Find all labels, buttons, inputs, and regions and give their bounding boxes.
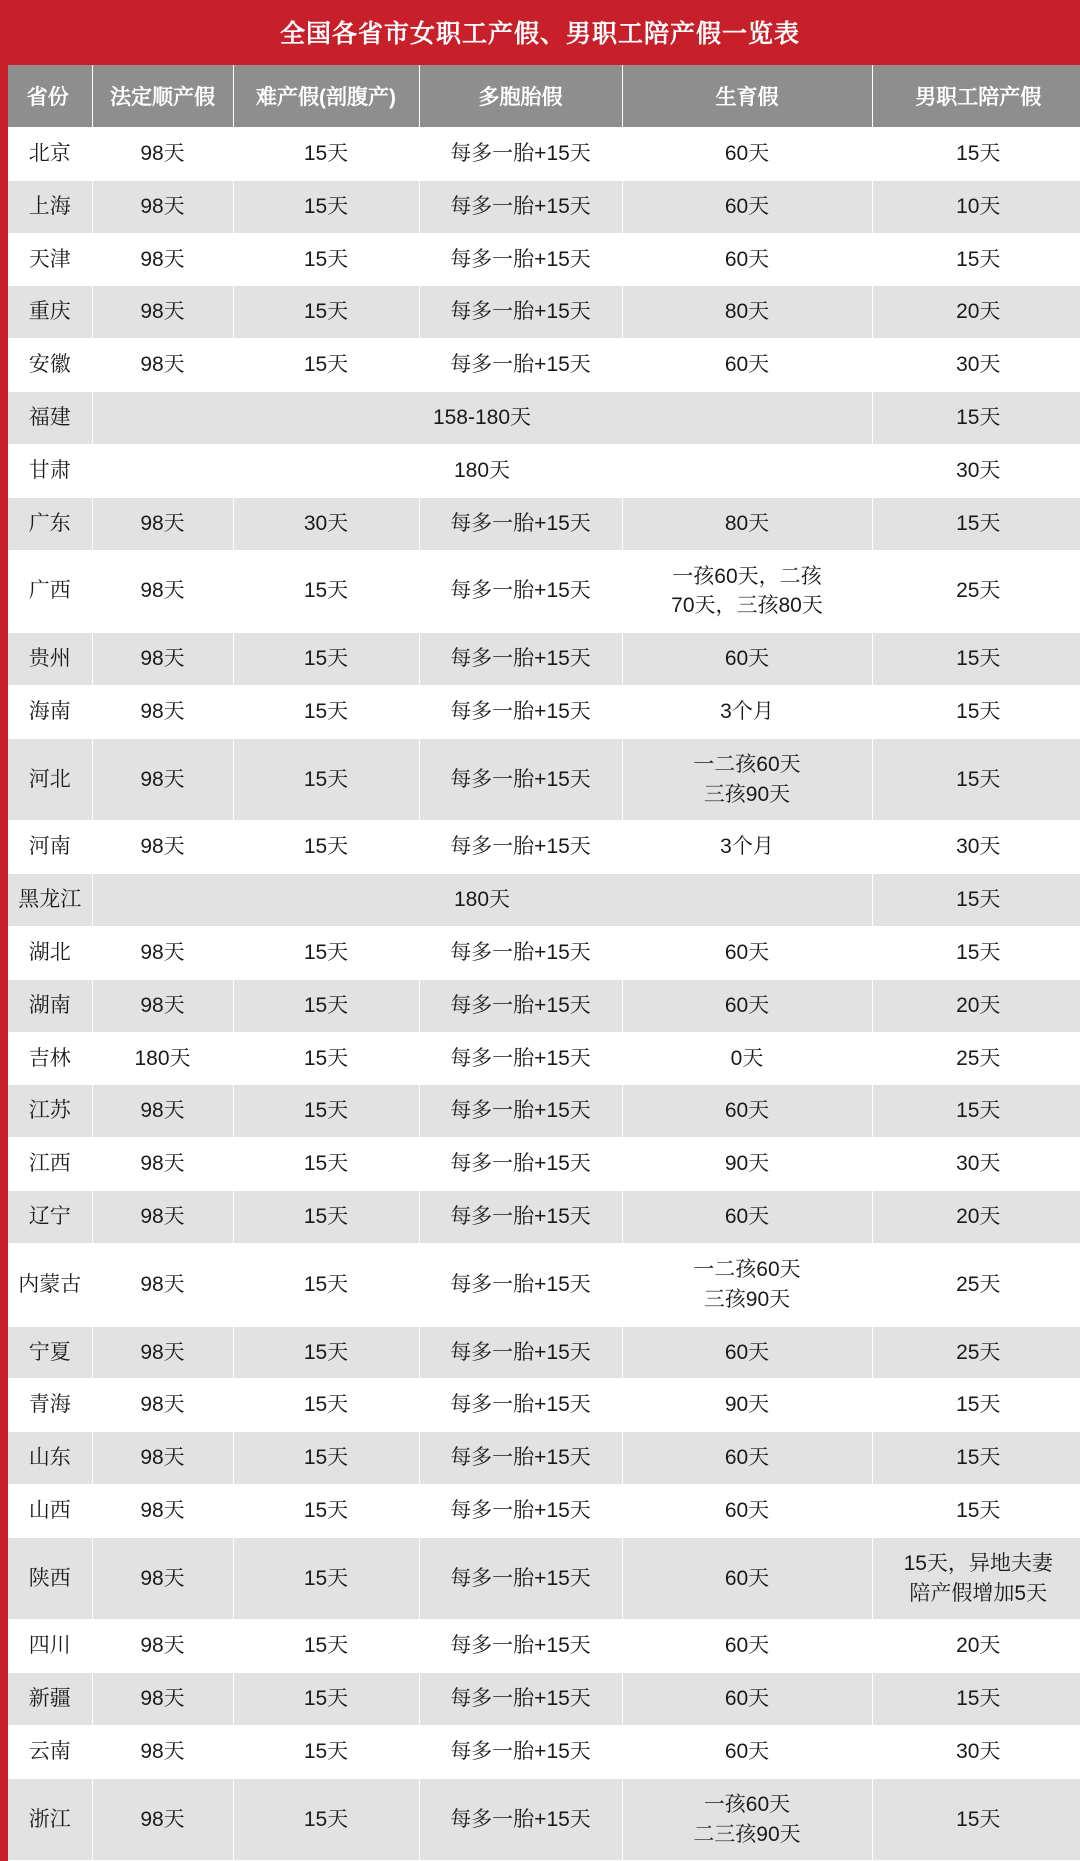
cell-multiple-birth-leave: 每多一胎+15天	[419, 821, 622, 874]
cell-normal-leave: 98天	[92, 1191, 233, 1244]
cell-province: 北京	[4, 128, 92, 181]
cell-paternity-leave: 15天	[872, 874, 1080, 927]
cell-birth-leave: 60天	[622, 1726, 872, 1779]
cell-birth-leave: 80天	[622, 286, 872, 339]
cell-paternity-leave: 15天	[872, 685, 1080, 738]
table-row	[4, 1778, 1080, 1861]
cell-paternity-leave: 15天	[872, 497, 1080, 550]
cell-province: 安徽	[4, 339, 92, 392]
table-row	[4, 874, 1080, 927]
cell-multiple-birth-leave: 每多一胎+15天	[419, 497, 622, 550]
cell-province: 福建	[4, 392, 92, 445]
cell-difficult-leave: 15天	[233, 1484, 419, 1537]
cell-normal-leave: 98天	[92, 1085, 233, 1138]
cell-birth-leave: 60天	[622, 233, 872, 286]
cell-normal-leave: 98天	[92, 685, 233, 738]
cell-province: 贵州	[4, 633, 92, 686]
cell-province: 陕西	[4, 1537, 92, 1620]
cell-difficult-leave: 15天	[233, 1537, 419, 1620]
cell-province: 四川	[4, 1620, 92, 1673]
cell-multiple-birth-leave: 每多一胎+15天	[419, 1085, 622, 1138]
cell-birth-leave: 60天	[622, 1191, 872, 1244]
cell-paternity-leave: 30天	[872, 444, 1080, 497]
cell-multiple-birth-leave: 每多一胎+15天	[419, 1726, 622, 1779]
table-row	[4, 1379, 1080, 1432]
table-row	[4, 1085, 1080, 1138]
cell-birth-leave: 一孩60天 二三孩90天	[622, 1778, 872, 1861]
column-header-multiple-birth-leave: 多胞胎假	[419, 65, 622, 128]
table-row	[4, 821, 1080, 874]
cell-difficult-leave: 15天	[233, 1138, 419, 1191]
cell-difficult-leave: 15天	[233, 339, 419, 392]
cell-multiple-birth-leave: 每多一胎+15天	[419, 1484, 622, 1537]
table-row	[4, 180, 1080, 233]
cell-normal-leave: 98天	[92, 180, 233, 233]
cell-birth-leave: 60天	[622, 633, 872, 686]
cell-birth-leave: 60天	[622, 1326, 872, 1379]
cell-paternity-leave: 30天	[872, 821, 1080, 874]
cell-province: 天津	[4, 233, 92, 286]
table-row	[4, 633, 1080, 686]
cell-birth-leave: 0天	[622, 1032, 872, 1085]
cell-normal-leave: 98天	[92, 1778, 233, 1861]
cell-paternity-leave: 15天	[872, 1432, 1080, 1485]
table-row	[4, 1138, 1080, 1191]
cell-multiple-birth-leave: 每多一胎+15天	[419, 233, 622, 286]
cell-province: 新疆	[4, 1673, 92, 1726]
cell-merged-leave: 158-180天	[92, 392, 872, 445]
cell-multiple-birth-leave: 每多一胎+15天	[419, 979, 622, 1032]
cell-birth-leave: 60天	[622, 339, 872, 392]
table-row	[4, 339, 1080, 392]
cell-difficult-leave: 15天	[233, 550, 419, 633]
cell-normal-leave: 98天	[92, 821, 233, 874]
cell-multiple-birth-leave: 每多一胎+15天	[419, 738, 622, 821]
cell-multiple-birth-leave: 每多一胎+15天	[419, 128, 622, 181]
cell-normal-leave: 98天	[92, 128, 233, 181]
cell-paternity-leave: 15天	[872, 633, 1080, 686]
cell-normal-leave: 98天	[92, 927, 233, 980]
cell-multiple-birth-leave: 每多一胎+15天	[419, 1620, 622, 1673]
cell-normal-leave: 98天	[92, 339, 233, 392]
table-row	[4, 1191, 1080, 1244]
cell-birth-leave: 60天	[622, 1085, 872, 1138]
cell-birth-leave: 60天	[622, 180, 872, 233]
cell-difficult-leave: 15天	[233, 1191, 419, 1244]
table-row	[4, 444, 1080, 497]
cell-province: 青海	[4, 1379, 92, 1432]
column-header-normal-leave: 法定顺产假	[92, 65, 233, 128]
cell-province: 吉林	[4, 1032, 92, 1085]
cell-province: 湖南	[4, 979, 92, 1032]
cell-province: 广东	[4, 497, 92, 550]
cell-normal-leave: 180天	[92, 1032, 233, 1085]
cell-normal-leave: 98天	[92, 497, 233, 550]
cell-difficult-leave: 15天	[233, 633, 419, 686]
cell-multiple-birth-leave: 每多一胎+15天	[419, 339, 622, 392]
table-header-row	[4, 65, 1080, 128]
cell-normal-leave: 98天	[92, 633, 233, 686]
table-row	[4, 1673, 1080, 1726]
cell-paternity-leave: 15天	[872, 927, 1080, 980]
cell-multiple-birth-leave: 每多一胎+15天	[419, 550, 622, 633]
cell-birth-leave: 90天	[622, 1379, 872, 1432]
cell-multiple-birth-leave: 每多一胎+15天	[419, 1673, 622, 1726]
cell-difficult-leave: 15天	[233, 1032, 419, 1085]
cell-difficult-leave: 30天	[233, 497, 419, 550]
cell-difficult-leave: 15天	[233, 1085, 419, 1138]
cell-paternity-leave: 20天	[872, 1191, 1080, 1244]
table-row	[4, 1620, 1080, 1673]
cell-normal-leave: 98天	[92, 233, 233, 286]
cell-province: 上海	[4, 180, 92, 233]
cell-province: 江西	[4, 1138, 92, 1191]
cell-province: 河南	[4, 821, 92, 874]
cell-birth-leave: 60天	[622, 1432, 872, 1485]
page-title: 全国各省市女职工产假、男职工陪产假一览表	[0, 0, 1080, 65]
cell-multiple-birth-leave: 每多一胎+15天	[419, 1243, 622, 1326]
cell-paternity-leave: 25天	[872, 1243, 1080, 1326]
cell-paternity-leave: 15天	[872, 233, 1080, 286]
cell-multiple-birth-leave: 每多一胎+15天	[419, 1138, 622, 1191]
cell-difficult-leave: 15天	[233, 1620, 419, 1673]
cell-multiple-birth-leave: 每多一胎+15天	[419, 1778, 622, 1861]
cell-difficult-leave: 15天	[233, 1432, 419, 1485]
table-row	[4, 497, 1080, 550]
column-header-difficult-leave: 难产假(剖腹产)	[233, 65, 419, 128]
cell-normal-leave: 98天	[92, 1432, 233, 1485]
table-row	[4, 233, 1080, 286]
cell-paternity-leave: 25天	[872, 1032, 1080, 1085]
cell-merged-leave: 180天	[92, 444, 872, 497]
cell-multiple-birth-leave: 每多一胎+15天	[419, 1326, 622, 1379]
cell-paternity-leave: 20天	[872, 286, 1080, 339]
cell-multiple-birth-leave: 每多一胎+15天	[419, 633, 622, 686]
cell-province: 宁夏	[4, 1326, 92, 1379]
cell-normal-leave: 98天	[92, 1379, 233, 1432]
cell-birth-leave: 60天	[622, 979, 872, 1032]
cell-birth-leave: 60天	[622, 1537, 872, 1620]
cell-birth-leave: 60天	[622, 1673, 872, 1726]
cell-paternity-leave: 15天	[872, 392, 1080, 445]
cell-normal-leave: 98天	[92, 286, 233, 339]
table-row	[4, 1537, 1080, 1620]
table-body	[4, 128, 1080, 1861]
cell-difficult-leave: 15天	[233, 1326, 419, 1379]
cell-birth-leave: 60天	[622, 1620, 872, 1673]
table-row	[4, 1243, 1080, 1326]
table-row	[4, 927, 1080, 980]
cell-normal-leave: 98天	[92, 1726, 233, 1779]
column-header-province: 省份	[4, 65, 92, 128]
cell-paternity-leave: 15天	[872, 1484, 1080, 1537]
cell-multiple-birth-leave: 每多一胎+15天	[419, 1537, 622, 1620]
cell-multiple-birth-leave: 每多一胎+15天	[419, 685, 622, 738]
cell-paternity-leave: 25天	[872, 1326, 1080, 1379]
cell-province: 甘肃	[4, 444, 92, 497]
cell-multiple-birth-leave: 每多一胎+15天	[419, 286, 622, 339]
table-row	[4, 128, 1080, 181]
cell-normal-leave: 98天	[92, 1243, 233, 1326]
table-row	[4, 1326, 1080, 1379]
cell-province: 江苏	[4, 1085, 92, 1138]
table-row	[4, 1484, 1080, 1537]
cell-province: 浙江	[4, 1778, 92, 1861]
cell-province: 内蒙古	[4, 1243, 92, 1326]
cell-paternity-leave: 15天	[872, 1673, 1080, 1726]
cell-merged-leave: 180天	[92, 874, 872, 927]
cell-birth-leave: 3个月	[622, 821, 872, 874]
cell-multiple-birth-leave: 每多一胎+15天	[419, 180, 622, 233]
cell-province: 海南	[4, 685, 92, 738]
cell-normal-leave: 98天	[92, 1620, 233, 1673]
cell-difficult-leave: 15天	[233, 685, 419, 738]
cell-normal-leave: 98天	[92, 550, 233, 633]
cell-paternity-leave: 15天，异地夫妻 陪产假增加5天	[872, 1537, 1080, 1620]
cell-province: 辽宁	[4, 1191, 92, 1244]
cell-difficult-leave: 15天	[233, 1379, 419, 1432]
cell-normal-leave: 98天	[92, 738, 233, 821]
table-row	[4, 685, 1080, 738]
table-row	[4, 979, 1080, 1032]
cell-birth-leave: 一二孩60天 三孩90天	[622, 738, 872, 821]
cell-province: 黑龙江	[4, 874, 92, 927]
column-header-paternity-leave: 男职工陪产假	[872, 65, 1080, 128]
cell-birth-leave: 80天	[622, 497, 872, 550]
cell-birth-leave: 90天	[622, 1138, 872, 1191]
cell-paternity-leave: 15天	[872, 1379, 1080, 1432]
cell-difficult-leave: 15天	[233, 821, 419, 874]
table-row	[4, 1726, 1080, 1779]
cell-paternity-leave: 15天	[872, 1778, 1080, 1861]
cell-birth-leave: 一二孩60天 三孩90天	[622, 1243, 872, 1326]
cell-difficult-leave: 15天	[233, 979, 419, 1032]
left-accent-stripe	[0, 0, 8, 1861]
table-row	[4, 1032, 1080, 1085]
cell-difficult-leave: 15天	[233, 1243, 419, 1326]
cell-multiple-birth-leave: 每多一胎+15天	[419, 1191, 622, 1244]
cell-normal-leave: 98天	[92, 1537, 233, 1620]
cell-province: 山东	[4, 1432, 92, 1485]
leave-policy-table	[0, 65, 1080, 1861]
cell-province: 云南	[4, 1726, 92, 1779]
cell-difficult-leave: 15天	[233, 1673, 419, 1726]
cell-difficult-leave: 15天	[233, 233, 419, 286]
cell-paternity-leave: 20天	[872, 1620, 1080, 1673]
cell-birth-leave: 60天	[622, 927, 872, 980]
cell-province: 山西	[4, 1484, 92, 1537]
table-row	[4, 1432, 1080, 1485]
cell-birth-leave: 60天	[622, 1484, 872, 1537]
table-row	[4, 550, 1080, 633]
column-header-birth-leave: 生育假	[622, 65, 872, 128]
cell-paternity-leave: 20天	[872, 979, 1080, 1032]
cell-difficult-leave: 15天	[233, 286, 419, 339]
cell-paternity-leave: 15天	[872, 128, 1080, 181]
cell-difficult-leave: 15天	[233, 128, 419, 181]
cell-paternity-leave: 15天	[872, 738, 1080, 821]
table-row	[4, 286, 1080, 339]
cell-paternity-leave: 25天	[872, 550, 1080, 633]
cell-paternity-leave: 30天	[872, 1138, 1080, 1191]
cell-province: 广西	[4, 550, 92, 633]
cell-birth-leave: 3个月	[622, 685, 872, 738]
cell-province: 河北	[4, 738, 92, 821]
cell-multiple-birth-leave: 每多一胎+15天	[419, 927, 622, 980]
cell-birth-leave: 一孩60天，二孩 70天，三孩80天	[622, 550, 872, 633]
cell-paternity-leave: 30天	[872, 339, 1080, 392]
cell-difficult-leave: 15天	[233, 1778, 419, 1861]
cell-difficult-leave: 15天	[233, 738, 419, 821]
table-row	[4, 392, 1080, 445]
cell-multiple-birth-leave: 每多一胎+15天	[419, 1432, 622, 1485]
cell-difficult-leave: 15天	[233, 927, 419, 980]
cell-multiple-birth-leave: 每多一胎+15天	[419, 1379, 622, 1432]
cell-difficult-leave: 15天	[233, 180, 419, 233]
cell-paternity-leave: 30天	[872, 1726, 1080, 1779]
cell-difficult-leave: 15天	[233, 1726, 419, 1779]
cell-birth-leave: 60天	[622, 128, 872, 181]
cell-normal-leave: 98天	[92, 1673, 233, 1726]
cell-normal-leave: 98天	[92, 1138, 233, 1191]
cell-paternity-leave: 15天	[872, 1085, 1080, 1138]
cell-multiple-birth-leave: 每多一胎+15天	[419, 1032, 622, 1085]
cell-province: 湖北	[4, 927, 92, 980]
cell-normal-leave: 98天	[92, 1326, 233, 1379]
cell-paternity-leave: 10天	[872, 180, 1080, 233]
cell-normal-leave: 98天	[92, 1484, 233, 1537]
cell-province: 重庆	[4, 286, 92, 339]
cell-normal-leave: 98天	[92, 979, 233, 1032]
table-row	[4, 738, 1080, 821]
